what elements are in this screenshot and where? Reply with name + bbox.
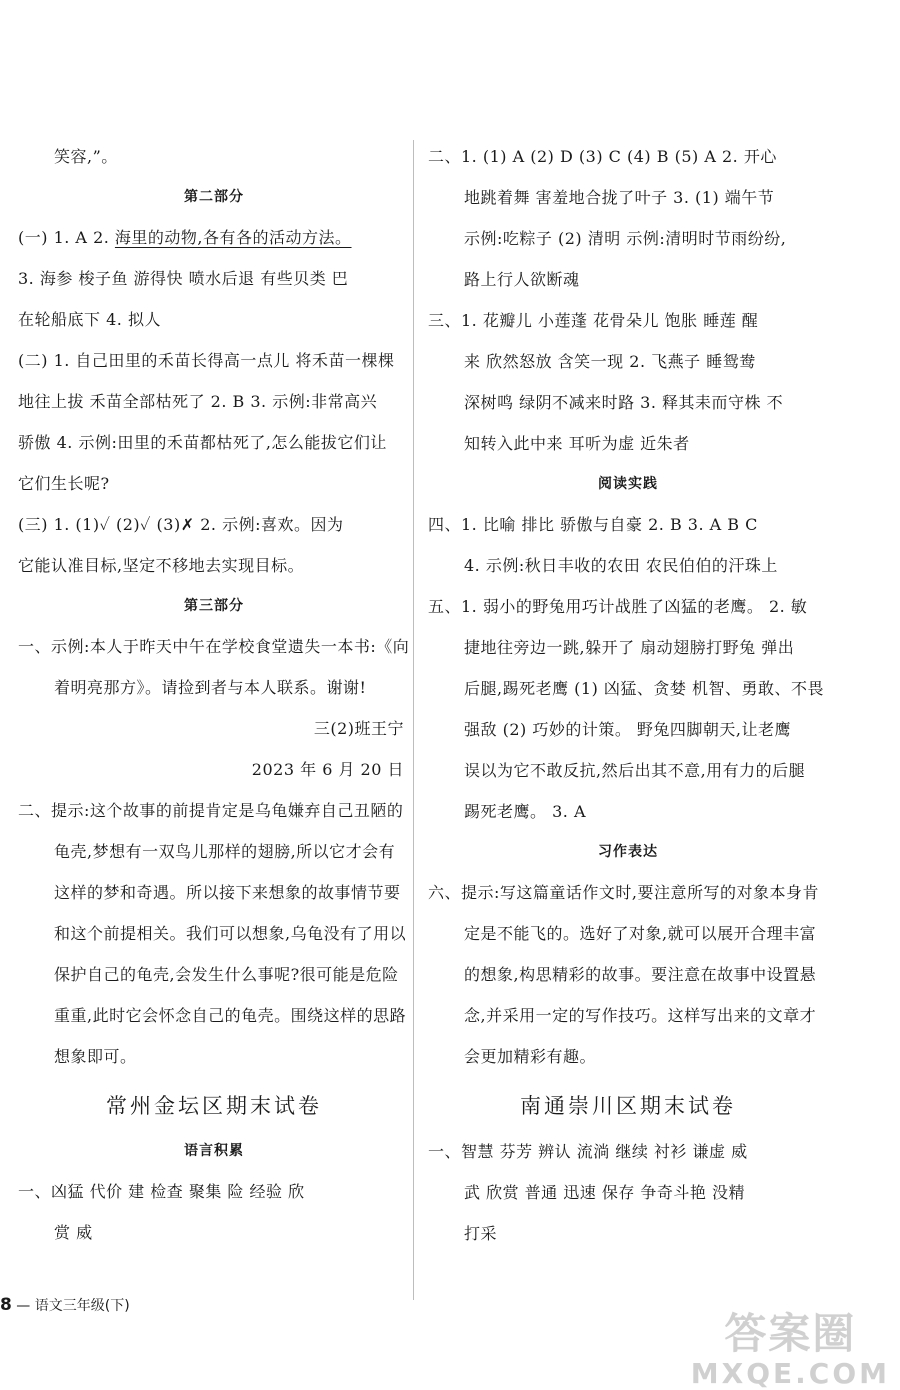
answer-line: 重重,此时它会怀念自己的龟壳。围绕这样的思路 [54,1006,407,1025]
answer-line: 捷地往旁边一跳,躲开了 扇动翅膀打野兔 弹出 [464,638,795,657]
answer-line: 会更加精彩有趣。 [464,1047,597,1066]
watermark-url: MXQE.COM [690,1357,890,1390]
exam-title: 常州金坛区期末试卷 [106,1094,322,1118]
answer-line: 保护自己的龟壳,会发生什么事呢?很可能是危险 [54,965,399,984]
answer-line: 五、1. 弱小的野兔用巧计战胜了凶猛的老鹰。 2. 敏 [428,597,808,616]
answer-line: 示例:吃粽子 (2) 清明 示例:清明时节雨纷纷, [464,229,787,248]
answer-line: 它能认准目标,坚定不移地去实现目标。 [18,556,305,575]
answer-line: 路上行人欲断魂 [464,270,580,289]
underlined-answer: 海里的动物,各有各的活动方法。 [114,228,352,247]
answer-line: 赏 威 [54,1223,93,1242]
column-divider [413,140,414,1300]
answer-text: (一) 1. A 2. [18,228,115,247]
answer-line: 2023 年 6 月 20 日 [251,760,404,779]
answer-line: 龟壳,梦想有一双鸟儿那样的翅膀,所以它才会有 [54,842,396,861]
answer-line: 和这个前提相关。我们可以想象,乌龟没有了用以 [54,924,407,943]
left-column [18,136,410,1253]
answer-line: 误以为它不敢反抗,然后出其不意,用有力的后腿 [464,761,806,780]
answer-line: 武 欣赏 普通 迅速 保存 争奇斗艳 没精 [464,1183,746,1202]
answer-line: 地跳着舞 害羞地合拢了叶子 3. (1) 端午节 [464,188,775,207]
answer-line: 4. 示例:秋日丰收的农田 农民伯伯的汗珠上 [464,556,778,575]
answer-line: 骄傲 4. 示例:田里的禾苗都枯死了,怎么能拔它们让 [18,433,387,452]
answer-line [18,217,410,258]
answer-line: (二) 1. 自己田里的禾苗长得高一点儿 将禾苗一棵棵 [18,351,395,370]
answer-line: 三(2)班王宁 [313,719,404,738]
answer-line: 定是不能飞的。选好了对象,就可以展开合理丰富 [464,924,817,943]
section-heading: 语言积累 [184,1143,244,1159]
answer-line: 三、1. 花瓣儿 小莲蓬 花骨朵儿 饱胀 睡莲 醒 [428,311,759,330]
answer-line: 打采 [464,1224,498,1243]
exam-title: 南通崇川区期末试卷 [520,1094,736,1118]
answer-line: 一、凶猛 代价 建 检查 聚集 险 经验 欣 [18,1182,305,1201]
page-number: 8 [0,1295,12,1315]
answer-line: 笑容,”。 [54,147,118,166]
answer-line: 在轮船底下 4. 拟人 [18,310,161,329]
answer-line: 二、提示:这个故事的前提肯定是乌龟嫌弃自己丑陋的 [18,801,404,820]
section-heading: 第三部分 [184,598,244,614]
section-heading: 第二部分 [184,189,244,205]
watermark-logo-text: 答案圈 [724,1309,857,1358]
answer-line: 3. 海参 梭子鱼 游得快 喷水后退 有些贝类 巴 [18,269,349,288]
book-label: 语文三年级(下) [34,1298,130,1314]
answer-line: 知转入此中来 耳听为虚 近朱者 [464,434,690,453]
section-heading: 习作表达 [598,844,658,860]
answer-line: 的想象,构思精彩的故事。要注意在故事中设置悬 [464,965,817,984]
answer-line: 来 欣然怒放 含笑一现 2. 飞燕子 睡鸳鸯 [464,352,756,371]
answer-line: 想象即可。 [54,1047,137,1066]
answer-line: 踢死老鹰。 3. A [464,802,586,821]
answer-line: 它们生长呢? [18,474,110,493]
page-footer [0,1295,130,1315]
answer-line: 深树鸣 绿阴不减来时路 3. 释其耒而守株 不 [464,393,784,412]
answer-line: 六、提示:写这篇童话作文时,要注意所写的对象本身肯 [428,883,819,902]
watermark [691,1310,890,1390]
answer-line: 这样的梦和奇遇。所以接下来想象的故事情节要 [54,883,401,902]
answer-line: 一、智慧 芬芳 辨认 流淌 继续 衬衫 谦虚 威 [428,1142,748,1161]
answer-line: 四、1. 比喻 排比 骄傲与自豪 2. B 3. A B C [428,515,758,534]
answer-line: 地往上拔 禾苗全部枯死了 2. B 3. 示例:非常高兴 [18,392,378,411]
answer-line: 二、1. (1) A (2) D (3) C (4) B (5) A 2. 开心 [428,147,777,166]
section-heading: 阅读实践 [598,476,658,492]
answer-line: 后腿,踢死老鹰 (1) 凶猛、贪婪 机智、勇敢、不畏 [464,679,825,698]
answer-line: 着明亮那方》。请捡到者与本人联系。谢谢! [54,678,367,697]
answer-line: 强敌 (2) 巧妙的计策。 野兔四脚朝天,让老鹰 [464,720,792,739]
footer-dash: — [16,1298,31,1314]
answer-line: 念,并采用一定的写作技巧。这样写出来的文章才 [464,1006,817,1025]
answer-line: (三) 1. (1)✓ (2)✓ (3)✗ 2. 示例:喜欢。因为 [18,515,344,534]
answer-line: 一、示例:本人于昨天中午在学校食堂遗失一本书:《向 [18,637,410,656]
right-column [428,136,828,1254]
